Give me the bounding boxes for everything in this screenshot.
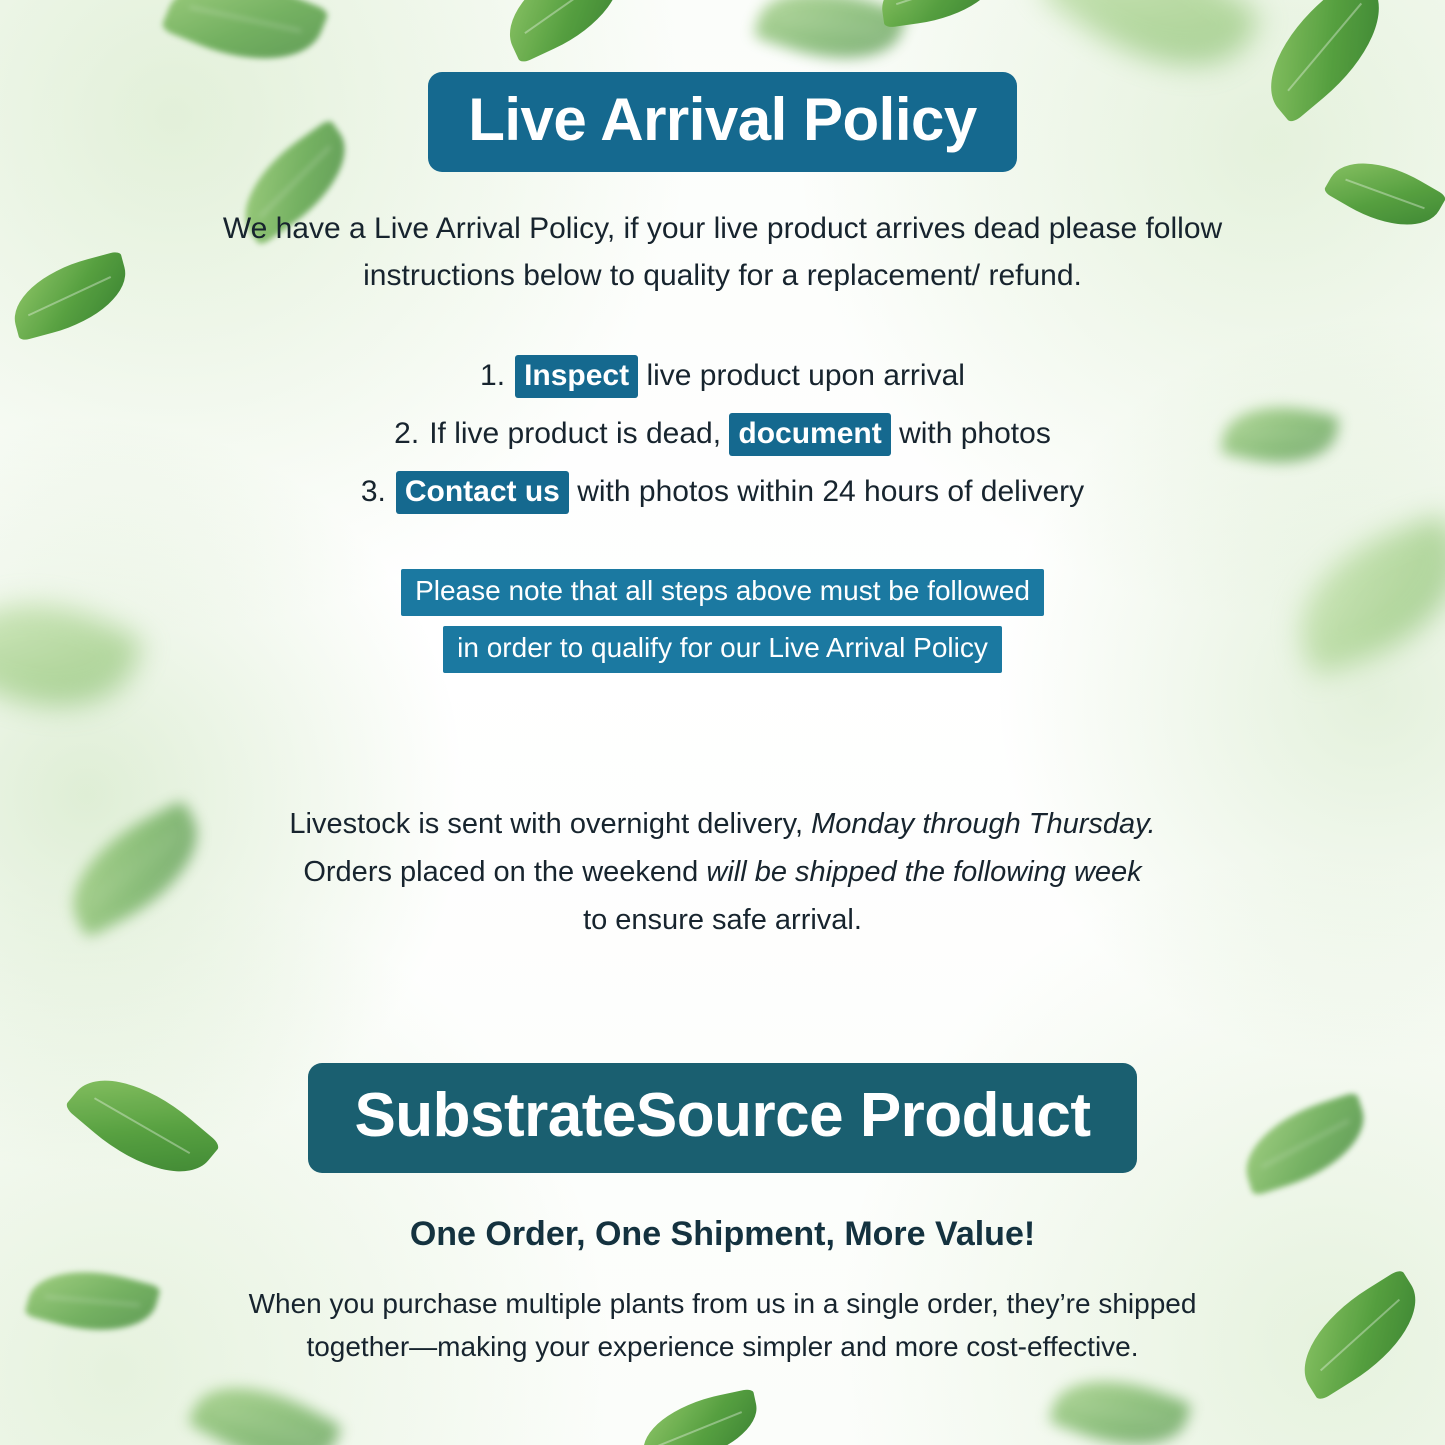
step-number: 2. (394, 417, 420, 450)
policy-note-line-2: in order to qualify for our Live Arrival Policy (443, 626, 1002, 673)
step-highlight-inspect: Inspect (515, 355, 638, 398)
step-highlight-document: document (729, 413, 890, 456)
product-copy (178, 1282, 1268, 1369)
policy-intro (163, 206, 1283, 299)
policy-step-3 (133, 477, 1313, 507)
shipping-line-2 (183, 849, 1263, 897)
substratesource-product-section (0, 1063, 1445, 1369)
product-copy-line-1: When you purchase multiple plants from us in a single order, they’re shipped (248, 1287, 1197, 1319)
step-highlight-contact-us: Contact us (396, 471, 569, 514)
policy-title-banner: Live Arrival Policy (428, 72, 1017, 172)
shipping-line-1-italic: Monday through Thursday. (811, 808, 1156, 840)
product-title-banner: SubstrateSource Product (308, 1063, 1136, 1173)
shipping-line-2-plain: Orders placed on the weekend (303, 855, 699, 888)
policy-title-wrap (0, 72, 1445, 172)
step-text-before: If live product is dead, (429, 417, 722, 450)
shipping-line-1 (183, 801, 1263, 849)
shipping-line-2-italic: will be shipped the following week (706, 855, 1142, 888)
policy-intro-line-2: instructions below to quality for a replacement/ refund. (363, 258, 1082, 292)
step-text-after: with photos within 24 hours of delivery (577, 475, 1085, 508)
policy-step-2 (133, 419, 1313, 449)
policy-note (133, 569, 1313, 683)
policy-steps-list (133, 361, 1313, 507)
product-subheading: One Order, One Shipment, More Value! (409, 1214, 1036, 1253)
product-copy-line-2: together—making your experience simpler and more cost-effective. (306, 1330, 1139, 1362)
step-number: 1. (480, 359, 506, 392)
policy-step-1 (133, 361, 1313, 391)
shipping-line-1-plain: Livestock is sent with overnight delivery, (289, 808, 804, 840)
step-text-after: with photos (899, 417, 1051, 450)
policy-note-line-1: Please note that all steps above must be followed (401, 569, 1044, 616)
product-title-wrap (0, 1063, 1445, 1173)
shipping-info (183, 801, 1263, 945)
policy-intro-line-1: We have a Live Arrival Policy, if your live product arrives dead please follow (222, 212, 1223, 245)
step-number: 3. (360, 475, 386, 508)
shipping-line-3: to ensure safe arrival. (583, 903, 862, 936)
step-text-after: live product upon arrival (646, 359, 965, 392)
